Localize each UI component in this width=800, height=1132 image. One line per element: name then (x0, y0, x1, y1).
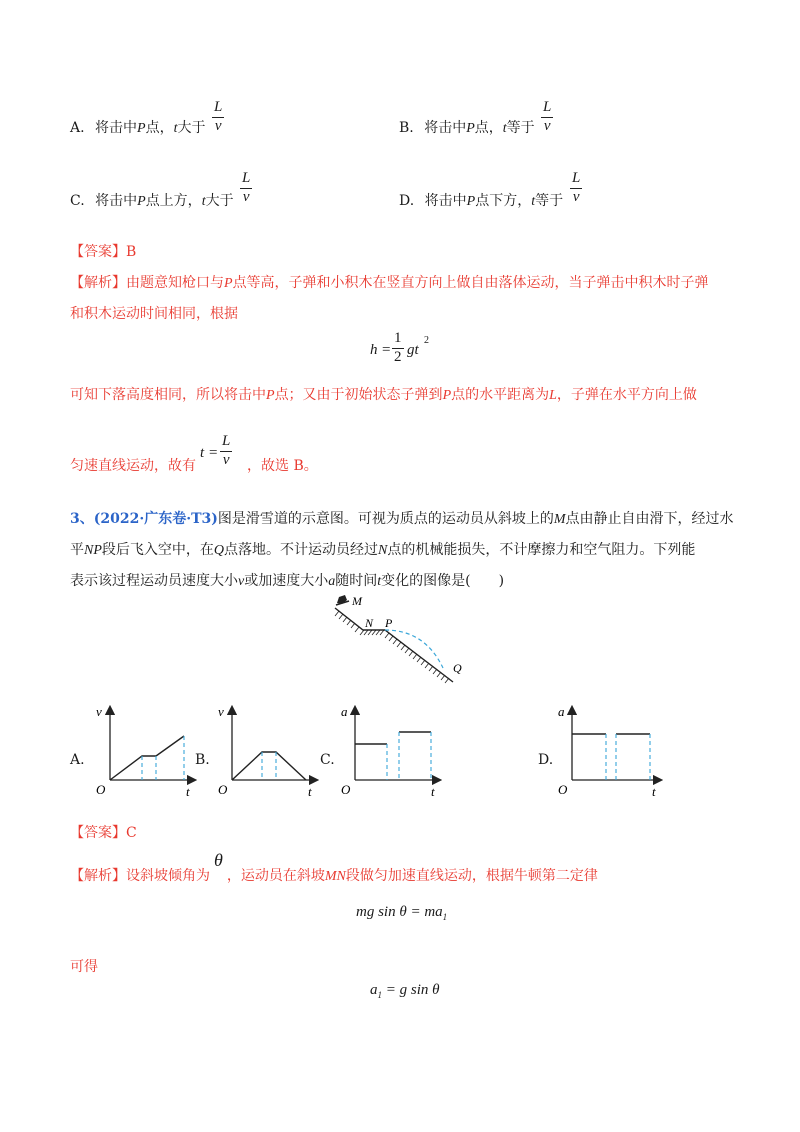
svg-text:t: t (431, 784, 435, 799)
label-m: M (352, 594, 362, 608)
option-a-label: A. (70, 120, 85, 136)
option-c: C. 将击中P点上方，t大于 (70, 193, 234, 209)
svg-text:a: a (558, 704, 565, 719)
graph-d (552, 702, 667, 802)
svg-text:t: t (186, 784, 190, 799)
svg-text:v: v (96, 704, 102, 719)
graph-c-option: C. (320, 752, 335, 768)
analysis-1-line-4: 匀速直线运动，故有 (70, 458, 196, 474)
analysis-3-line-1: 【解析】设斜坡倾角为θ，运动员在斜坡MN段做匀加速直线运动，根据牛顿第二定律 (70, 850, 598, 884)
theta-symbol: θ (214, 850, 223, 870)
graph-b (212, 702, 322, 802)
svg-text:O: O (558, 782, 568, 797)
analysis-1-line-3: 可知下落高度相同，所以将击中P点；又由于初始状态子弹到P点的水平距离为L，子弹在水平方向上做 (70, 387, 697, 403)
svg-text:O: O (341, 782, 351, 797)
slope-diagram (325, 592, 475, 692)
formula-free-fall: h = 1 2 gt 2 (370, 330, 429, 365)
svg-text:a: a (341, 704, 348, 719)
graph-b-option: B. (195, 752, 210, 768)
option-d: D. 将击中P点下方，t等于 (399, 193, 564, 209)
svg-text:t: t (308, 784, 312, 799)
graph-a (90, 702, 200, 802)
graph-a-option: A. (70, 752, 85, 768)
formula-acceleration: $a_1 = g$ sin θ (370, 982, 440, 1000)
option-d-fraction: L v (572, 170, 581, 205)
analysis-1-conclusion: ，故选 B。 (247, 458, 318, 474)
graph-d-option: D. (538, 752, 554, 768)
formula-newton: mg $\sin \theta = ma_1$ (356, 904, 448, 922)
analysis-3-line-2: 可得 (70, 959, 98, 975)
svg-text:O: O (96, 782, 106, 797)
label-p: P (385, 616, 393, 630)
skier-icon (336, 595, 349, 605)
question-3-line-1: 3、(2022·广东卷·T3)图是滑雪道的示意图。可视为质点的运动员从斜坡上的M点由静止自由滑下，经过水 (70, 511, 734, 527)
question-3-line-2: 平NP段后飞入空中，在Q点落地。不计运动员经过N点的机械能损失，不计摩擦力和空气阻力。下列能 (70, 542, 696, 558)
answer-1: 【答案】B (70, 244, 137, 260)
question-3-line-3: 表示该过程运动员速度大小v或加速度大小a随时间t变化的图像是( ) (70, 573, 505, 589)
option-b-label: B. (399, 120, 414, 136)
graph-c (335, 702, 445, 802)
label-n: N (365, 616, 374, 630)
svg-text:O: O (218, 782, 228, 797)
option-a-fraction: L v (214, 99, 223, 134)
analysis-1-line-1: 【解析】由题意知枪口与P点等高，子弹和小积木在竖直方向上做自由落体运动，当子弹击中积木时子弹 (70, 275, 709, 291)
option-a: A. 将击中P点，t大于 (70, 120, 206, 136)
option-b: B. 将击中P点，t等于 (399, 120, 535, 136)
label-q: Q (453, 661, 462, 675)
svg-text:v: v (218, 704, 224, 719)
analysis-1-line-2: 和积木运动时间相同，根据 (70, 306, 238, 322)
option-c-label: C. (70, 193, 85, 209)
formula-time: t = L v (200, 433, 231, 468)
answer-3: 【答案】C (70, 825, 137, 841)
option-c-fraction: L v (242, 170, 251, 205)
svg-text:t: t (652, 784, 656, 799)
option-d-label: D. (399, 193, 415, 209)
option-b-fraction: L v (543, 99, 552, 134)
